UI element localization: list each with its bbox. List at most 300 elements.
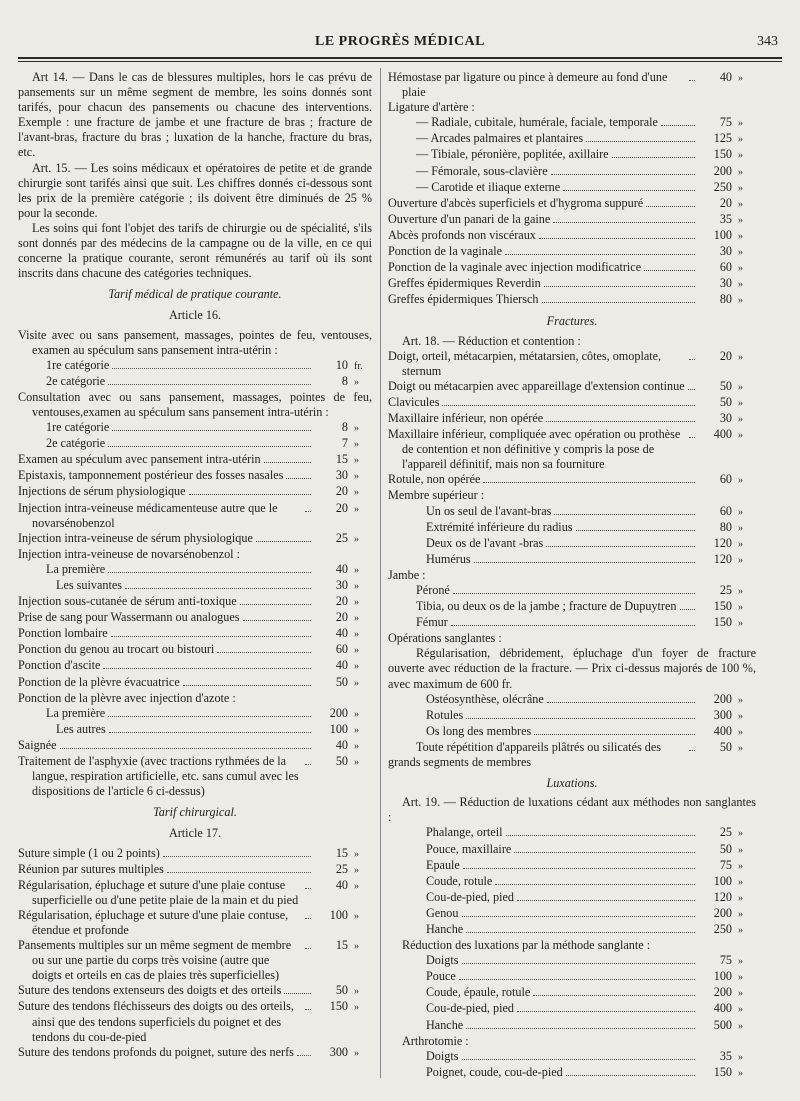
tariff-value: 500: [713, 1017, 732, 1032]
leader-dots: [462, 916, 696, 917]
tariff-row: Coude, rotule 100 »: [426, 873, 743, 888]
tariff-label: Réunion par sutures multiples: [18, 861, 164, 876]
tariff-label: — Fémorale, sous-clavière: [416, 163, 548, 178]
tariff-row: Injections de sérum physiologique 20 »: [18, 484, 359, 499]
tariff-label: Os long des membres: [426, 723, 532, 738]
tariff-row: Humérus 120 »: [426, 551, 743, 566]
tariff-label: Suture des tendons fléchisseurs des doigts ou des orteils, ainsi que des tendons superficiels du poignet et des tendons du cou-de-pied: [18, 999, 294, 1044]
tariff-value: 150: [713, 615, 732, 630]
tariff-label: Coude, épaule, rotule: [426, 985, 531, 1000]
tariff-label: 2e catégorie: [46, 436, 106, 451]
tariff-row: Greffes épidermiques Thiersch 80 »: [388, 292, 743, 307]
tariff-label: — Arcades palmaires et plantaires: [416, 131, 584, 146]
tariff-row: Réunion par sutures multiples 25 »: [18, 861, 359, 876]
tariff-row: Pouce, maxillaire 50 »: [426, 841, 743, 856]
tariff-list: [388, 395, 756, 427]
leader-dots: [474, 562, 695, 563]
tariff-value: 75: [719, 115, 732, 130]
leader-dots: [243, 620, 311, 621]
tariff-label: Injections de sérum physiologique: [18, 484, 186, 499]
tariff-value: 80: [719, 292, 732, 307]
tariff-label: Pouce: [426, 969, 456, 984]
leader-dots: [305, 1009, 311, 1010]
tariff-row: Injection intra-veineuse de sérum physiologique 25 »: [18, 530, 359, 545]
tariff-label: Doigt ou métacarpien avec appareillage d'extension continue: [388, 378, 685, 393]
tariff-label: Prise de sang pour Wassermann ou analogues: [18, 610, 240, 625]
leader-dots: [442, 405, 695, 406]
tariff-row: Hanche 250 »: [426, 921, 743, 936]
header-rule-thin: [18, 61, 782, 62]
tariff-label: Tibia, ou deux os de la jambe ; fracture de Dupuytren: [416, 599, 677, 614]
tariff-label: 2e catégorie: [46, 373, 106, 388]
tariff-value: 60: [719, 503, 732, 518]
tariff-label: Maxillaire inférieur, compliquée avec opération ou prothèse de contention et non définitive y compris la pose de l'appareil définitif, mais non sa fourniture: [388, 427, 681, 472]
tariff-row: [18, 358, 372, 374]
tariff-label: 1re catégorie: [46, 420, 110, 435]
tariff-value: 100: [713, 969, 732, 984]
leader-dots: [112, 368, 311, 369]
tariff-label: Régularisation, épluchage et suture d'une plaie contuse, étendue et profonde: [18, 907, 289, 937]
tariff-label: Ponction d'ascite: [18, 658, 101, 673]
tariff-row: Cou-de-pied, pied 400 »: [426, 1001, 743, 1016]
tariff-value: 20: [719, 195, 732, 210]
tariff-row: Ponction du genou au trocart ou bistouri 60 »: [18, 642, 359, 657]
tariff-label: Les autres: [56, 721, 106, 736]
tariff-label: Doigts: [426, 1048, 459, 1063]
tariff-row: Les suivantes 30 »: [56, 578, 359, 592]
tariff-label: Ponction du genou au trocart ou bistouri: [18, 642, 215, 657]
tariff-label: Suture des tendons extenseurs des doigts et des orteils: [18, 983, 282, 998]
tariff-value: 40: [719, 70, 732, 84]
tariff-value: 30: [335, 468, 348, 483]
tariff-value: 200: [713, 905, 732, 920]
leader-dots: [163, 856, 311, 857]
tariff-value: 120: [713, 889, 732, 904]
leader-dots: [689, 80, 695, 81]
tariff-value: 25: [335, 861, 348, 876]
leader-dots: [451, 625, 695, 626]
tariff-list: [388, 131, 756, 195]
tariff-item: Arthrotomie :: [402, 1033, 469, 1048]
tariff-value: 7: [341, 436, 348, 451]
leader-dots: [517, 900, 695, 901]
tariff-value: 125: [713, 131, 732, 146]
tariff-row: Os long des membres 400 »: [426, 723, 743, 738]
tariff-value: 30: [719, 410, 732, 425]
tariff-value: 400: [713, 1001, 732, 1016]
tariff-label: Ponction de la vaginale avec injection modificatrice: [388, 260, 642, 275]
tariff-value: 60: [719, 260, 732, 275]
tariff-row: La première 40 »: [46, 561, 359, 576]
tariff-value: 60: [719, 472, 732, 487]
tariff-list: [388, 692, 756, 740]
leader-dots: [453, 593, 695, 594]
tariff-row: — Carotide et iliaque externe 250 »: [416, 179, 743, 194]
tariff-row: Epistaxis, tamponnement postérieur des fosses nasales 30 »: [18, 468, 359, 483]
running-title: LE PROGRÈS MÉDICAL: [314, 34, 486, 49]
tariff-label: Hanche: [426, 1017, 464, 1032]
leader-dots: [517, 1011, 695, 1012]
leader-dots: [305, 511, 311, 512]
tariff-row: Extrémité inférieure du radius 80 »: [426, 519, 743, 534]
tariff-row: Régularisation, épluchage et suture d'une plaie contuse superficielle ou d'une petite plaie de la main et du pied 40 »: [18, 877, 359, 907]
tariff-value: 15: [335, 845, 348, 860]
leader-dots: [305, 948, 311, 949]
article-heading: Article 16.: [168, 308, 222, 323]
tariff-row: Rotule, non opérée 60 »: [388, 472, 743, 487]
tariff-label: Hémostase par ligature ou pince à demeure au fond d'une plaie: [388, 70, 668, 100]
tariff-row: — Fémorale, sous-clavière 200 »: [416, 163, 743, 178]
column-divider: [380, 68, 381, 1078]
tariff-label: Toute répétition d'appareils plâtrés ou silicatés des grands segments de membres: [388, 739, 662, 770]
tariff-row: 1re catégorie 8 »: [46, 420, 359, 435]
tariff-row: Suture des tendons extenseurs des doigts et des orteils 50 »: [18, 983, 359, 998]
tariff-value: 120: [713, 535, 732, 550]
leader-dots: [60, 748, 311, 749]
tariff-row: Pouce 100 »: [426, 969, 743, 984]
tariff-label: Doigts: [426, 953, 459, 968]
left-column: [18, 70, 372, 1061]
tariff-row: Fémur 150 »: [416, 615, 743, 630]
tariff-row: Maxillaire inférieur, non opérée 30 »: [388, 410, 743, 425]
leader-dots: [661, 125, 695, 126]
leader-dots: [240, 604, 311, 605]
tariff-row: Traitement de l'asphyxie (avec tractions rythmées de la langue, respiration artificielle, etc. sans cumul avec les dispositions de l'article 6 ci-dessus) 50 »: [18, 754, 359, 799]
tariff-label: Deux os de l'avant -bras: [426, 535, 544, 550]
leader-dots: [112, 430, 311, 431]
tariff-row: 2e catégorie 8 »: [46, 373, 359, 388]
right-column: [388, 70, 756, 1081]
tariff-value: 50: [719, 841, 732, 856]
leader-dots: [563, 190, 695, 191]
leader-dots: [576, 530, 695, 531]
tariff-label: Rotule, non opérée: [388, 472, 481, 487]
tariff-label: Genou: [426, 905, 459, 920]
tariff-row: Doigts 35 »: [426, 1048, 743, 1063]
tariff-row: — Radiale, cubitale, humérale, faciale, temporale 75 »: [416, 115, 743, 130]
leader-dots: [554, 514, 695, 515]
page-number: 343: [757, 34, 778, 49]
tariff-value: 40: [335, 626, 348, 641]
tariff-item: Ligature d'artère :: [388, 100, 475, 115]
tariff-row: Prise de sang pour Wassermann ou analogues 20 »: [18, 610, 359, 625]
tariff-label: Ostéosynthèse, olécrâne: [426, 691, 544, 706]
tariff-label: Injection intra-veineuse médicamenteuse autre que le novarsénobenzol: [18, 500, 278, 530]
tariff-row: Régularisation, épluchage et suture d'une plaie contuse, étendue et profonde 100 »: [18, 907, 359, 937]
tariff-value: 100: [329, 721, 348, 736]
tariff-label: Epistaxis, tamponnement postérieur des fosses nasales: [18, 468, 284, 483]
tariff-item: Injection intra-veineuse de novarsénobenzol :: [18, 546, 240, 561]
tariff-label: Coude, rotule: [426, 873, 493, 888]
tariff-value: 100: [329, 907, 348, 922]
leader-dots: [514, 852, 695, 853]
leader-dots: [183, 685, 311, 686]
tariff-label: Les suivantes: [56, 578, 123, 592]
tariff-row: Pansements multiples sur un même segment de membre ou sur une partie du corps très voisine (autre que doigts et orteils en cas de plaies très superficielles) 15 »: [18, 938, 359, 983]
tariff-item: Membre supérieur :: [388, 488, 485, 503]
tariff-row: Suture des tendons profonds du poignet, suture des nerfs 300 »: [18, 1044, 359, 1059]
tariff-label: — Carotide et iliaque externe: [416, 179, 561, 194]
tariff-row: Injection intra-veineuse médicamenteuse autre que le novarsénobenzol 20 »: [18, 500, 359, 530]
tariff-value: 75: [719, 953, 732, 968]
tariff-value: 150: [713, 599, 732, 614]
leader-dots: [463, 868, 695, 869]
leader-dots: [644, 270, 695, 271]
leader-dots: [297, 1055, 311, 1056]
tariff-label: Cou-de-pied, pied: [426, 1001, 514, 1016]
tariff-row: Toute répétition d'appareils plâtrés ou silicatés des grands segments de membres 50 »: [388, 739, 743, 770]
tariff-row: Greffes épidermiques Reverdin 30 »: [388, 276, 743, 291]
leader-dots: [689, 359, 695, 360]
leader-dots: [689, 750, 695, 751]
leader-dots: [551, 174, 695, 175]
tariff-row: Examen au spéculum avec pansement intra-utérin 15 »: [18, 452, 359, 467]
tariff-label: Phalange, orteil: [426, 825, 503, 840]
section-heading: Tarif médical de pratique courante.: [108, 287, 282, 302]
tariff-label: Abcès profonds non viscéraux: [388, 227, 536, 242]
tariff-label: Ponction de la vaginale: [388, 244, 503, 259]
tariff-label: La première: [46, 705, 106, 720]
tariff-list: [18, 594, 372, 691]
leader-dots: [542, 302, 696, 303]
tariff-row: Ponction de la plèvre évacuatrice 50 »: [18, 674, 359, 689]
leader-dots: [544, 286, 695, 287]
section-heading: Fractures.: [546, 314, 598, 329]
tariff-value: 10: [335, 357, 348, 372]
tariff-value: 250: [713, 179, 732, 194]
tariff-label: Humérus: [426, 551, 471, 566]
tariff-row: Ouverture d'un panari de la gaine 35 »: [388, 211, 743, 226]
tariff-value: 35: [719, 211, 732, 226]
tariff-value: 40: [335, 737, 348, 752]
tariff-value: 50: [719, 378, 732, 393]
tariff-row: La première 200 »: [46, 705, 359, 720]
tariff-label: Epaule: [426, 857, 460, 872]
leader-dots: [125, 588, 311, 589]
tariff-value: 20: [335, 500, 348, 515]
tariff-list: [388, 196, 756, 309]
tariff-label: Greffes épidermiques Thiersch: [388, 292, 539, 307]
tariff-list: [388, 1049, 756, 1081]
leader-dots: [688, 389, 695, 390]
tariff-label: Greffes épidermiques Reverdin: [388, 276, 541, 291]
tariff-value: 300: [329, 1044, 348, 1059]
tariff-item: Consultation avec ou sans pansement, massages, pointes de feu, ventouses,examen au spéculum sans pansement intra-utérin :: [18, 389, 372, 419]
leader-dots: [612, 157, 695, 158]
leader-dots: [217, 652, 311, 653]
leader-dots: [305, 918, 311, 919]
section-heading: Luxations.: [546, 776, 598, 791]
leader-dots: [547, 702, 695, 703]
leader-dots: [305, 888, 311, 889]
tariff-row: Rotules 300 »: [426, 707, 743, 722]
tariff-row: Poignet, coude, cou-de-pied 150 »: [426, 1064, 743, 1079]
tariff-row: Tibia, ou deux os de la jambe ; fracture de Dupuytren 150 »: [416, 599, 743, 614]
tariff-label: Pansements multiples sur un même segment de membre ou sur une partie du corps très voisine (autre que doigts et orteils en cas de plaies très superficielles): [18, 938, 292, 983]
leader-dots: [256, 541, 311, 542]
tariff-row: Suture des tendons fléchisseurs des doigts ou des orteils, ainsi que des tendons superficiels du poignet et des tendons du cou-de-pied 150 »: [18, 999, 359, 1044]
tariff-value: 20: [719, 348, 732, 363]
leader-dots: [506, 835, 696, 836]
tariff-value: 30: [335, 578, 348, 592]
tariff-label: Hanche: [426, 921, 464, 936]
tariff-value: 40: [335, 877, 348, 892]
tariff-row: Un os seul de l'avant-bras 60 »: [426, 503, 743, 518]
leader-dots: [505, 254, 695, 255]
tariff-label: Clavicules: [388, 394, 440, 409]
header-rule: [18, 57, 782, 59]
tariff-value: 25: [719, 583, 732, 597]
leader-dots: [111, 636, 311, 637]
tariff-item: Jambe :: [388, 567, 426, 582]
tariff-list: [388, 825, 756, 938]
tariff-row: Ponction de la vaginale 30 »: [388, 244, 743, 259]
tariff-row: Cou-de-pied, pied 120 »: [426, 889, 743, 904]
tariff-value: 8: [341, 420, 348, 435]
tariff-row: Epaule 75 »: [426, 857, 743, 872]
tariff-row: Phalange, orteil 25 »: [426, 825, 743, 840]
leader-dots: [108, 572, 311, 573]
leader-dots: [305, 764, 311, 765]
leader-dots: [109, 732, 311, 733]
tariff-label: Injection sous-cutanée de sérum anti-toxique: [18, 594, 237, 609]
tariff-value: 200: [713, 163, 732, 178]
tariff-label: Ponction lombaire: [18, 626, 108, 641]
leader-dots: [534, 734, 695, 735]
paragraph-art15: Art. 15. — Les soins médicaux et opératoires de petite et de grande chirurgie sont tarifés ainsi que suit. Les chiffres donnés ci-dessous sont les prix de la première catégorie ; ils doivent être diminués de 25 % pour la seconde.: [18, 160, 372, 220]
tariff-value: 300: [713, 707, 732, 722]
tariff-value: 150: [713, 1064, 732, 1079]
tariff-row: Hémostase par ligature ou pince à demeure au fond d'une plaie 40 »: [388, 70, 743, 100]
tariff-label: Pouce, maxillaire: [426, 841, 512, 856]
tariff-label: Traitement de l'asphyxie (avec tractions rythmées de la langue, respiration artificielle, etc. sans cumul avec les dispositions de l'article 6 ci-dessus): [18, 754, 299, 799]
tariff-row: Doigt ou métacarpien avec appareillage d'extension continue 50 »: [388, 378, 743, 393]
tariff-label: Ouverture d'un panari de la gaine: [388, 211, 551, 226]
tariff-value: 60: [335, 642, 348, 657]
tariff-row: Hanche 500 »: [426, 1017, 743, 1032]
tariff-label: Ouverture d'abcès superficiels et d'hygroma suppuré: [388, 195, 644, 210]
article-heading: Article 17.: [168, 826, 222, 841]
tariff-row: Saignée 40 »: [18, 737, 359, 752]
tariff-label: Suture simple (1 ou 2 points): [18, 845, 160, 860]
tariff-value: 40: [335, 658, 348, 673]
tariff-value: 35: [719, 1048, 732, 1063]
tariff-value: 50: [719, 394, 732, 409]
tariff-value: 200: [713, 691, 732, 706]
tariff-list: [388, 504, 756, 568]
tariff-label: Rotules: [426, 707, 464, 722]
leader-dots: [586, 141, 695, 142]
tariff-row: Ouverture d'abcès superficiels et d'hygroma suppuré 20 »: [388, 195, 743, 210]
tariff-row: Injection sous-cutanée de sérum anti-toxique 20 »: [18, 594, 359, 609]
tariff-row: Abcès profonds non viscéraux 100 »: [388, 227, 743, 242]
tariff-row: Coude, épaule, rotule 200 »: [426, 985, 743, 1000]
tariff-value: 40: [335, 561, 348, 576]
leader-dots: [546, 421, 695, 422]
tariff-value: 20: [335, 610, 348, 625]
tariff-value: 30: [719, 276, 732, 291]
leader-dots: [284, 993, 311, 994]
leader-dots: [680, 609, 696, 610]
tariff-row: Péroné 25 »: [416, 583, 743, 597]
tariff-value: 50: [335, 754, 348, 769]
tariff-label: Doigt, orteil, métacarpien, métatarsien, côtes, omoplate, sternum: [388, 348, 662, 378]
tariff-list: [18, 452, 372, 500]
leader-dots: [553, 222, 695, 223]
leader-dots: [466, 932, 695, 933]
tariff-row: Ponction lombaire 40 »: [18, 626, 359, 641]
tariff-value: 200: [329, 705, 348, 720]
leader-dots: [689, 437, 695, 438]
tariff-label: — Radiale, cubitale, humérale, faciale, temporale: [416, 115, 658, 130]
tariff-label: Suture des tendons profonds du poignet, suture des nerfs: [18, 1044, 294, 1059]
leader-dots: [459, 979, 695, 980]
tariff-row: Doigts 75 »: [426, 953, 743, 968]
tariff-value: 100: [713, 227, 732, 242]
tariff-row: Deux os de l'avant -bras 120 »: [426, 535, 743, 550]
tariff-row: Ostéosynthèse, olécrâne 200 »: [426, 691, 743, 706]
leader-dots: [462, 1059, 695, 1060]
leader-dots: [462, 963, 695, 964]
leader-dots: [189, 494, 311, 495]
tariff-value: 150: [713, 147, 732, 162]
leader-dots: [167, 872, 311, 873]
article-heading: Art. 19. — Réduction de luxations cédant aux méthodes non sanglantes :: [388, 795, 756, 825]
tariff-label: La première: [46, 561, 106, 576]
tariff-value: 200: [713, 985, 732, 1000]
tariff-row: Genou 200 »: [426, 905, 743, 920]
tariff-value: 25: [335, 530, 348, 545]
tariff-label: Fémur: [416, 615, 448, 630]
tariff-row: Maxillaire inférieur, compliquée avec opération ou prothèse de contention et non définitive y compris la pose de l'appareil définitif, mais non sa fourniture 400 »: [388, 427, 743, 472]
leader-dots: [546, 546, 695, 547]
leader-dots: [103, 668, 311, 669]
tariff-list: [18, 846, 372, 878]
leader-dots: [286, 478, 311, 479]
leader-dots: [108, 384, 311, 385]
tariff-label: Ponction de la plèvre évacuatrice: [18, 674, 180, 689]
tariff-item: Ponction de la plèvre avec injection d'azote :: [18, 690, 236, 705]
tariff-label: 1re catégorie: [46, 357, 110, 372]
leader-dots: [108, 716, 311, 717]
tariff-value: 80: [719, 519, 732, 534]
tariff-value: 8: [341, 373, 348, 388]
tariff-value: 250: [713, 921, 732, 936]
leader-dots: [533, 995, 695, 996]
tariff-unit: fr.: [354, 360, 363, 372]
tariff-note: Régularisation, débridement, épluchage d'un foyer de fracture ouverte avec réduction de la fracture. — Prix ci-dessus majorés de 100 %, avec maximum de 600 fr.: [388, 646, 756, 691]
article-heading: Art. 18. — Réduction et contention :: [402, 333, 581, 348]
tariff-row: — Arcades palmaires et plantaires 125 »: [416, 131, 743, 146]
tariff-row: Clavicules 50 »: [388, 394, 743, 409]
page-header: [18, 34, 782, 56]
tariff-row: Les autres 100 »: [56, 721, 359, 736]
tariff-value: 15: [335, 938, 348, 953]
tariff-label: Péroné: [416, 583, 450, 597]
leader-dots: [646, 206, 695, 207]
tariff-value: 50: [719, 739, 732, 754]
tariff-value: 120: [713, 551, 732, 566]
tariff-value: 20: [335, 484, 348, 499]
tariff-value: 50: [335, 674, 348, 689]
leader-dots: [539, 238, 695, 239]
tariff-value: 20: [335, 594, 348, 609]
tariff-label: Régularisation, épluchage et suture d'une plaie contuse superficielle ou d'une petite plaie de la main et du pied: [18, 877, 299, 907]
tariff-label: Saignée: [18, 737, 57, 752]
tariff-value: 50: [335, 983, 348, 998]
tariff-label: Cou-de-pied, pied: [426, 889, 514, 904]
tariff-value: 30: [719, 244, 732, 259]
